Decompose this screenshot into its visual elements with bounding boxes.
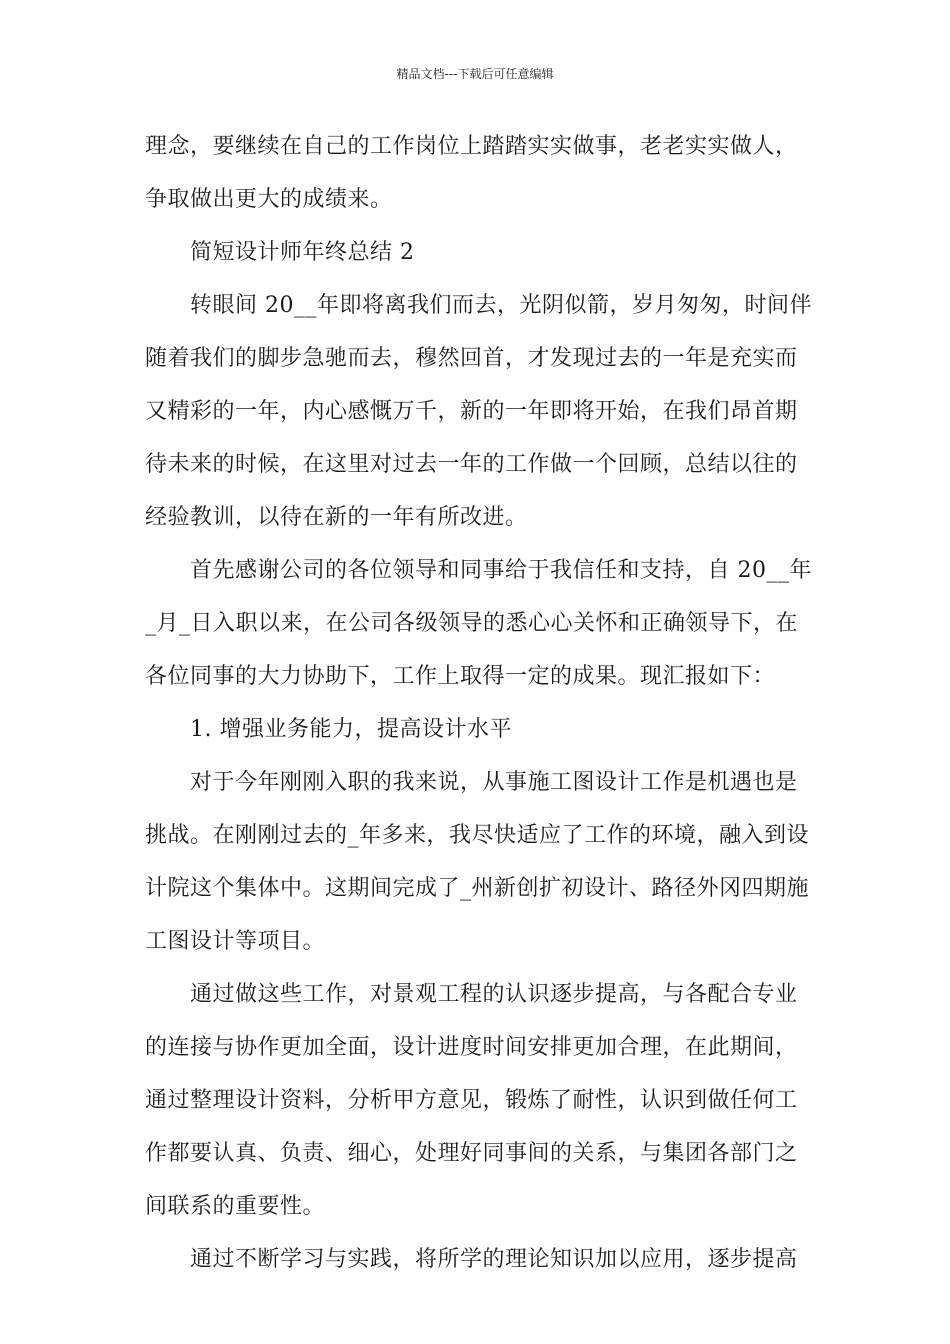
text-line: 理念，要继续在自己的工作岗位上踏踏实实做事，老老实实做人， <box>145 134 798 159</box>
list-heading: 1. 增强业务能力，提高设计水平 <box>190 717 512 742</box>
page-header: 精品文档---下载后可任意编辑 <box>396 67 554 81</box>
text-line: 经验教训，以待在新的一年有所改进。 <box>145 505 528 530</box>
document-body <box>145 120 815 1286</box>
text-line: 通过不断学习与实践，将所学的理论知识加以应用，逐步提高 <box>190 1247 798 1272</box>
text-line: 随着我们的脚步急驰而去，穆然回首，才发现过去的一年是充实而 <box>145 346 798 371</box>
text-line: 对于今年刚刚入职的我来说，从事施工图设计工作是机遇也是 <box>190 770 798 795</box>
text-line: 挑战。在刚刚过去的_年多来，我尽快适应了工作的环境，融入到设 <box>145 823 810 848</box>
text-line: 待未来的时候，在这里对过去一年的工作做一个回顾，总结以往的 <box>145 452 798 477</box>
text-line: 又精彩的一年，内心感慨万千，新的一年即将开始，在我们昂首期 <box>145 399 798 424</box>
text-line: 计院这个集体中。这期间完成了_州新创扩初设计、路径外冈四期施 <box>145 876 810 901</box>
section-heading: 简短设计师年终总结 2 <box>190 240 415 265</box>
text-line: 各位同事的大力协助下，工作上取得一定的成果。现汇报如下： <box>145 664 776 689</box>
text-line: _月_日入职以来，在公司各级领导的悉心心关怀和正确领导下，在 <box>145 611 799 636</box>
text-line: 工图设计等项目。 <box>145 929 326 954</box>
text-line: 通过做这些工作，对景观工程的认识逐步提高，与各配合专业 <box>190 982 798 1007</box>
text-line: 间联系的重要性。 <box>145 1194 326 1219</box>
text-line: 争取做出更大的成绩来。 <box>145 187 393 212</box>
text-line: 的连接与协作更加全面，设计进度时间安排更加合理，在此期间， <box>145 1035 798 1060</box>
text-line: 通过整理设计资料，分析甲方意见，锻炼了耐性，认识到做任何工 <box>145 1088 798 1113</box>
text-line: 作都要认真、负责、细心，处理好同事间的关系，与集团各部门之 <box>145 1141 798 1166</box>
text-line: 转眼间 20__年即将离我们而去，光阴似箭，岁月匆匆，时间伴 <box>190 293 812 318</box>
text-line: 首先感谢公司的各位领导和同事给于我信任和支持，自 20__年 <box>190 558 812 583</box>
